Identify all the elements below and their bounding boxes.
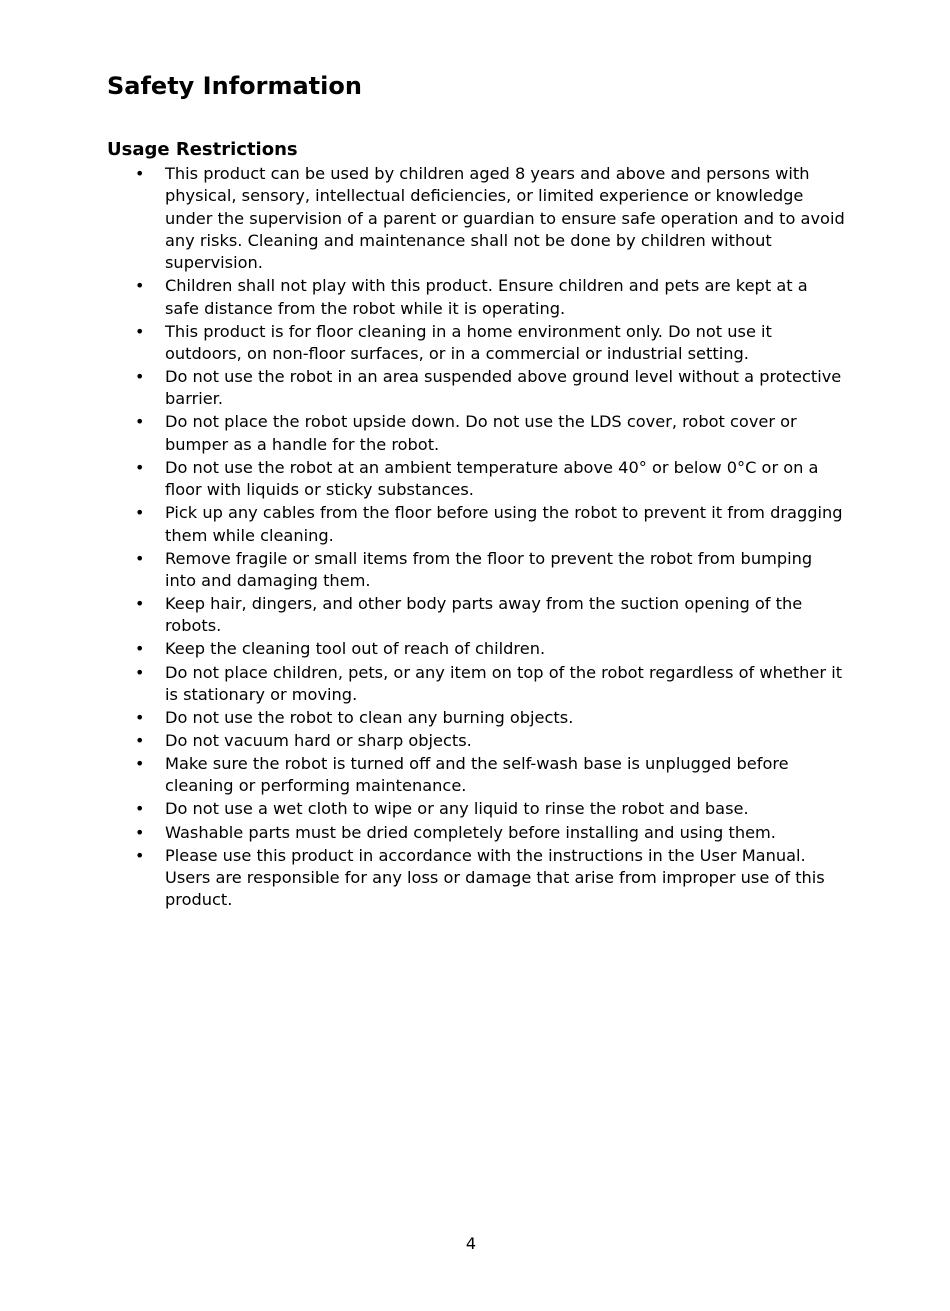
bullet-icon: • bbox=[135, 367, 145, 387]
list-item bbox=[135, 638, 845, 660]
section-title: Usage Restrictions bbox=[107, 139, 298, 160]
list-item-text: Please use this product in accordance with the instructions in the User Manual. Users are responsible for any loss or damage that arise from improper use of this product. bbox=[165, 845, 825, 910]
list-item-text: Make sure the robot is turned off and the self-wash base is unplugged before cleaning or performing maintenance. bbox=[165, 754, 789, 796]
bullet-icon: • bbox=[135, 799, 145, 819]
list-item bbox=[135, 321, 845, 366]
list-item bbox=[135, 366, 845, 411]
bullet-icon: • bbox=[135, 276, 145, 296]
list-item-text: Do not use the robot at an ambient temperature above 40° or below 0°C or on a floor with liquids or sticky substances. bbox=[165, 457, 819, 500]
bullet-icon: • bbox=[135, 548, 145, 568]
usage-restrictions-list bbox=[135, 163, 845, 912]
list-item-text: Do not place the robot upside down. Do not use the LDS cover, robot cover or bumper as a handle for the robot. bbox=[165, 412, 797, 454]
bullet-icon: • bbox=[135, 594, 145, 614]
bullet-icon: • bbox=[135, 845, 145, 865]
list-item-text: Do not use a wet cloth to wipe or any liquid to rinse the robot and base. bbox=[165, 799, 749, 819]
list-item bbox=[135, 822, 845, 844]
list-item bbox=[135, 163, 845, 274]
bullet-icon: • bbox=[135, 321, 145, 341]
list-item bbox=[135, 411, 845, 456]
list-item bbox=[135, 730, 845, 752]
list-item bbox=[135, 662, 845, 707]
bullet-icon: • bbox=[135, 639, 145, 659]
bullet-icon: • bbox=[135, 707, 145, 727]
list-item-text: This product is for floor cleaning in a home environment only. Do not use it outdoors, on non-floor surfaces, or in a commercial or industrial setting. bbox=[165, 321, 772, 363]
page-title: Safety Information bbox=[107, 72, 362, 100]
list-item bbox=[135, 548, 845, 593]
list-item-text: Pick up any cables from the floor before using the robot to prevent it from dragging them while cleaning. bbox=[165, 503, 843, 545]
list-item bbox=[135, 845, 845, 912]
list-item-text: Children shall not play with this product. Ensure children and pets are kept at a safe distance from the robot while it is operating. bbox=[165, 276, 808, 318]
page-number: 4 bbox=[465, 1234, 477, 1253]
list-item-text: Remove fragile or small items from the floor to prevent the robot from bumping into and damaging them. bbox=[165, 548, 813, 590]
bullet-icon: • bbox=[135, 822, 145, 842]
list-item bbox=[135, 753, 845, 798]
list-item-text: Do not use the robot to clean any burning objects. bbox=[165, 707, 574, 727]
list-item bbox=[135, 798, 845, 820]
list-item-text: Keep the cleaning tool out of reach of children. bbox=[165, 639, 546, 659]
bullet-icon: • bbox=[135, 164, 145, 183]
list-item bbox=[135, 457, 845, 502]
bullet-icon: • bbox=[135, 754, 145, 774]
bullet-icon: • bbox=[135, 662, 145, 682]
bullet-icon: • bbox=[135, 503, 145, 523]
list-item-text: Keep hair, dingers, and other body parts away from the suction opening of the robots. bbox=[165, 594, 803, 636]
list-item-text: Do not vacuum hard or sharp objects. bbox=[165, 730, 472, 750]
list-item-text: Do not use the robot in an area suspended above ground level without a protective barrier. bbox=[165, 367, 842, 409]
list-item bbox=[135, 502, 845, 547]
list-item-text: Do not place children, pets, or any item on top of the robot regardless of whether it is stationary or moving. bbox=[165, 662, 843, 704]
list-item bbox=[135, 275, 845, 320]
list-item-text: This product can be used by children aged 8 years and above and persons with physical, sensory, intellectual deficiencies, or limited experience or knowledge under the supervision of a parent or guardian to ensure safe operation and to avoid any risks. Cleaning and maintenance shall not be done by children without supervision. bbox=[165, 164, 845, 273]
bullet-icon: • bbox=[135, 457, 145, 477]
list-item bbox=[135, 707, 845, 729]
list-item-text: Washable parts must be dried completely before installing and using them. bbox=[165, 822, 776, 842]
bullet-icon: • bbox=[135, 730, 145, 750]
list-item bbox=[135, 593, 845, 638]
bullet-icon: • bbox=[135, 412, 145, 432]
